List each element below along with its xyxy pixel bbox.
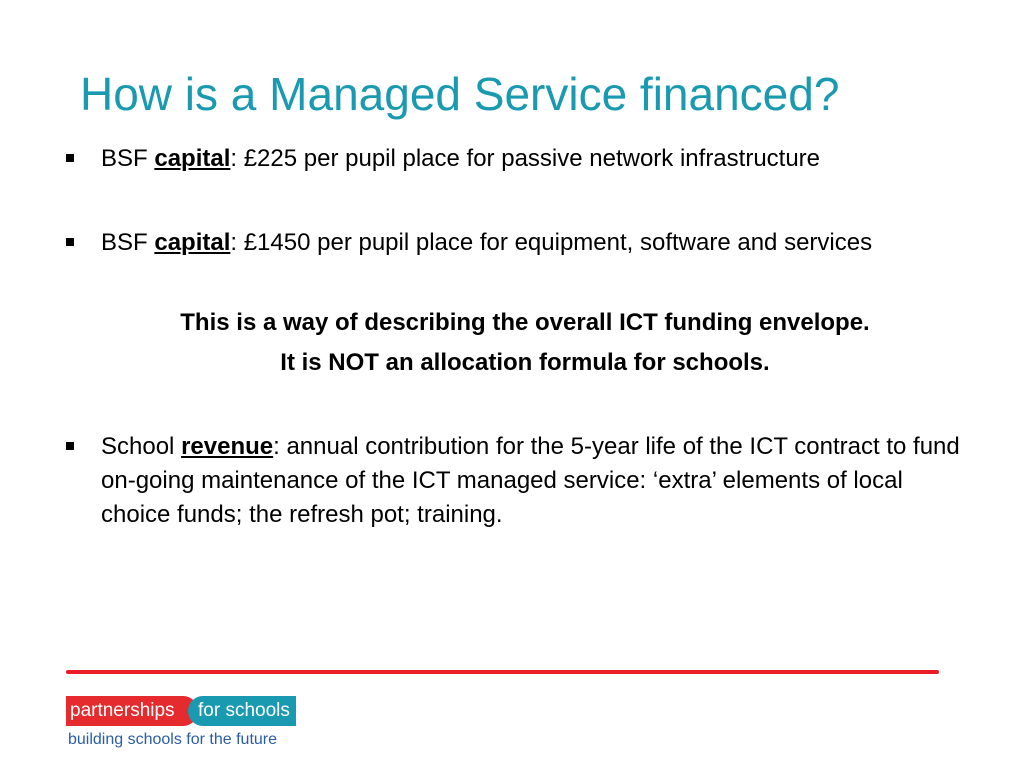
logo-partnerships: partnerships	[66, 696, 198, 726]
emphasis-note: This is a way of describing the overall ICT funding envelope.	[180, 309, 870, 336]
bullet-item	[66, 430, 966, 532]
logo-for-schools: for schools	[188, 696, 296, 726]
square-bullet-icon	[66, 154, 74, 162]
bullet-keyword: revenue	[181, 433, 274, 460]
square-bullet-icon	[66, 238, 74, 246]
slide-title: How is a Managed Service financed?	[80, 68, 840, 120]
bullet-keyword: capital	[154, 229, 231, 256]
bullet-keyword: capital	[154, 145, 231, 172]
logo-tagline: building schools for the future	[68, 731, 278, 748]
bullet-text: BSF capital: £225 per pupil place for passive network infrastructure	[101, 145, 821, 172]
footer-divider	[66, 670, 939, 674]
square-bullet-icon	[66, 442, 74, 450]
bullet-item	[66, 226, 966, 260]
bullet-item	[66, 142, 966, 176]
bullet-text: School revenue: annual contribution for the 5-year life of the ICT contract to fund on-going maintenance of the ICT managed service: ‘extra’ elements of local choice funds; the refresh pot; training.	[101, 433, 960, 528]
partnerships-for-schools-logo	[66, 696, 306, 756]
bullet-text: BSF capital: £1450 per pupil place for equipment, software and services	[101, 229, 873, 256]
emphasis-note: It is NOT an allocation formula for schools.	[280, 349, 770, 376]
